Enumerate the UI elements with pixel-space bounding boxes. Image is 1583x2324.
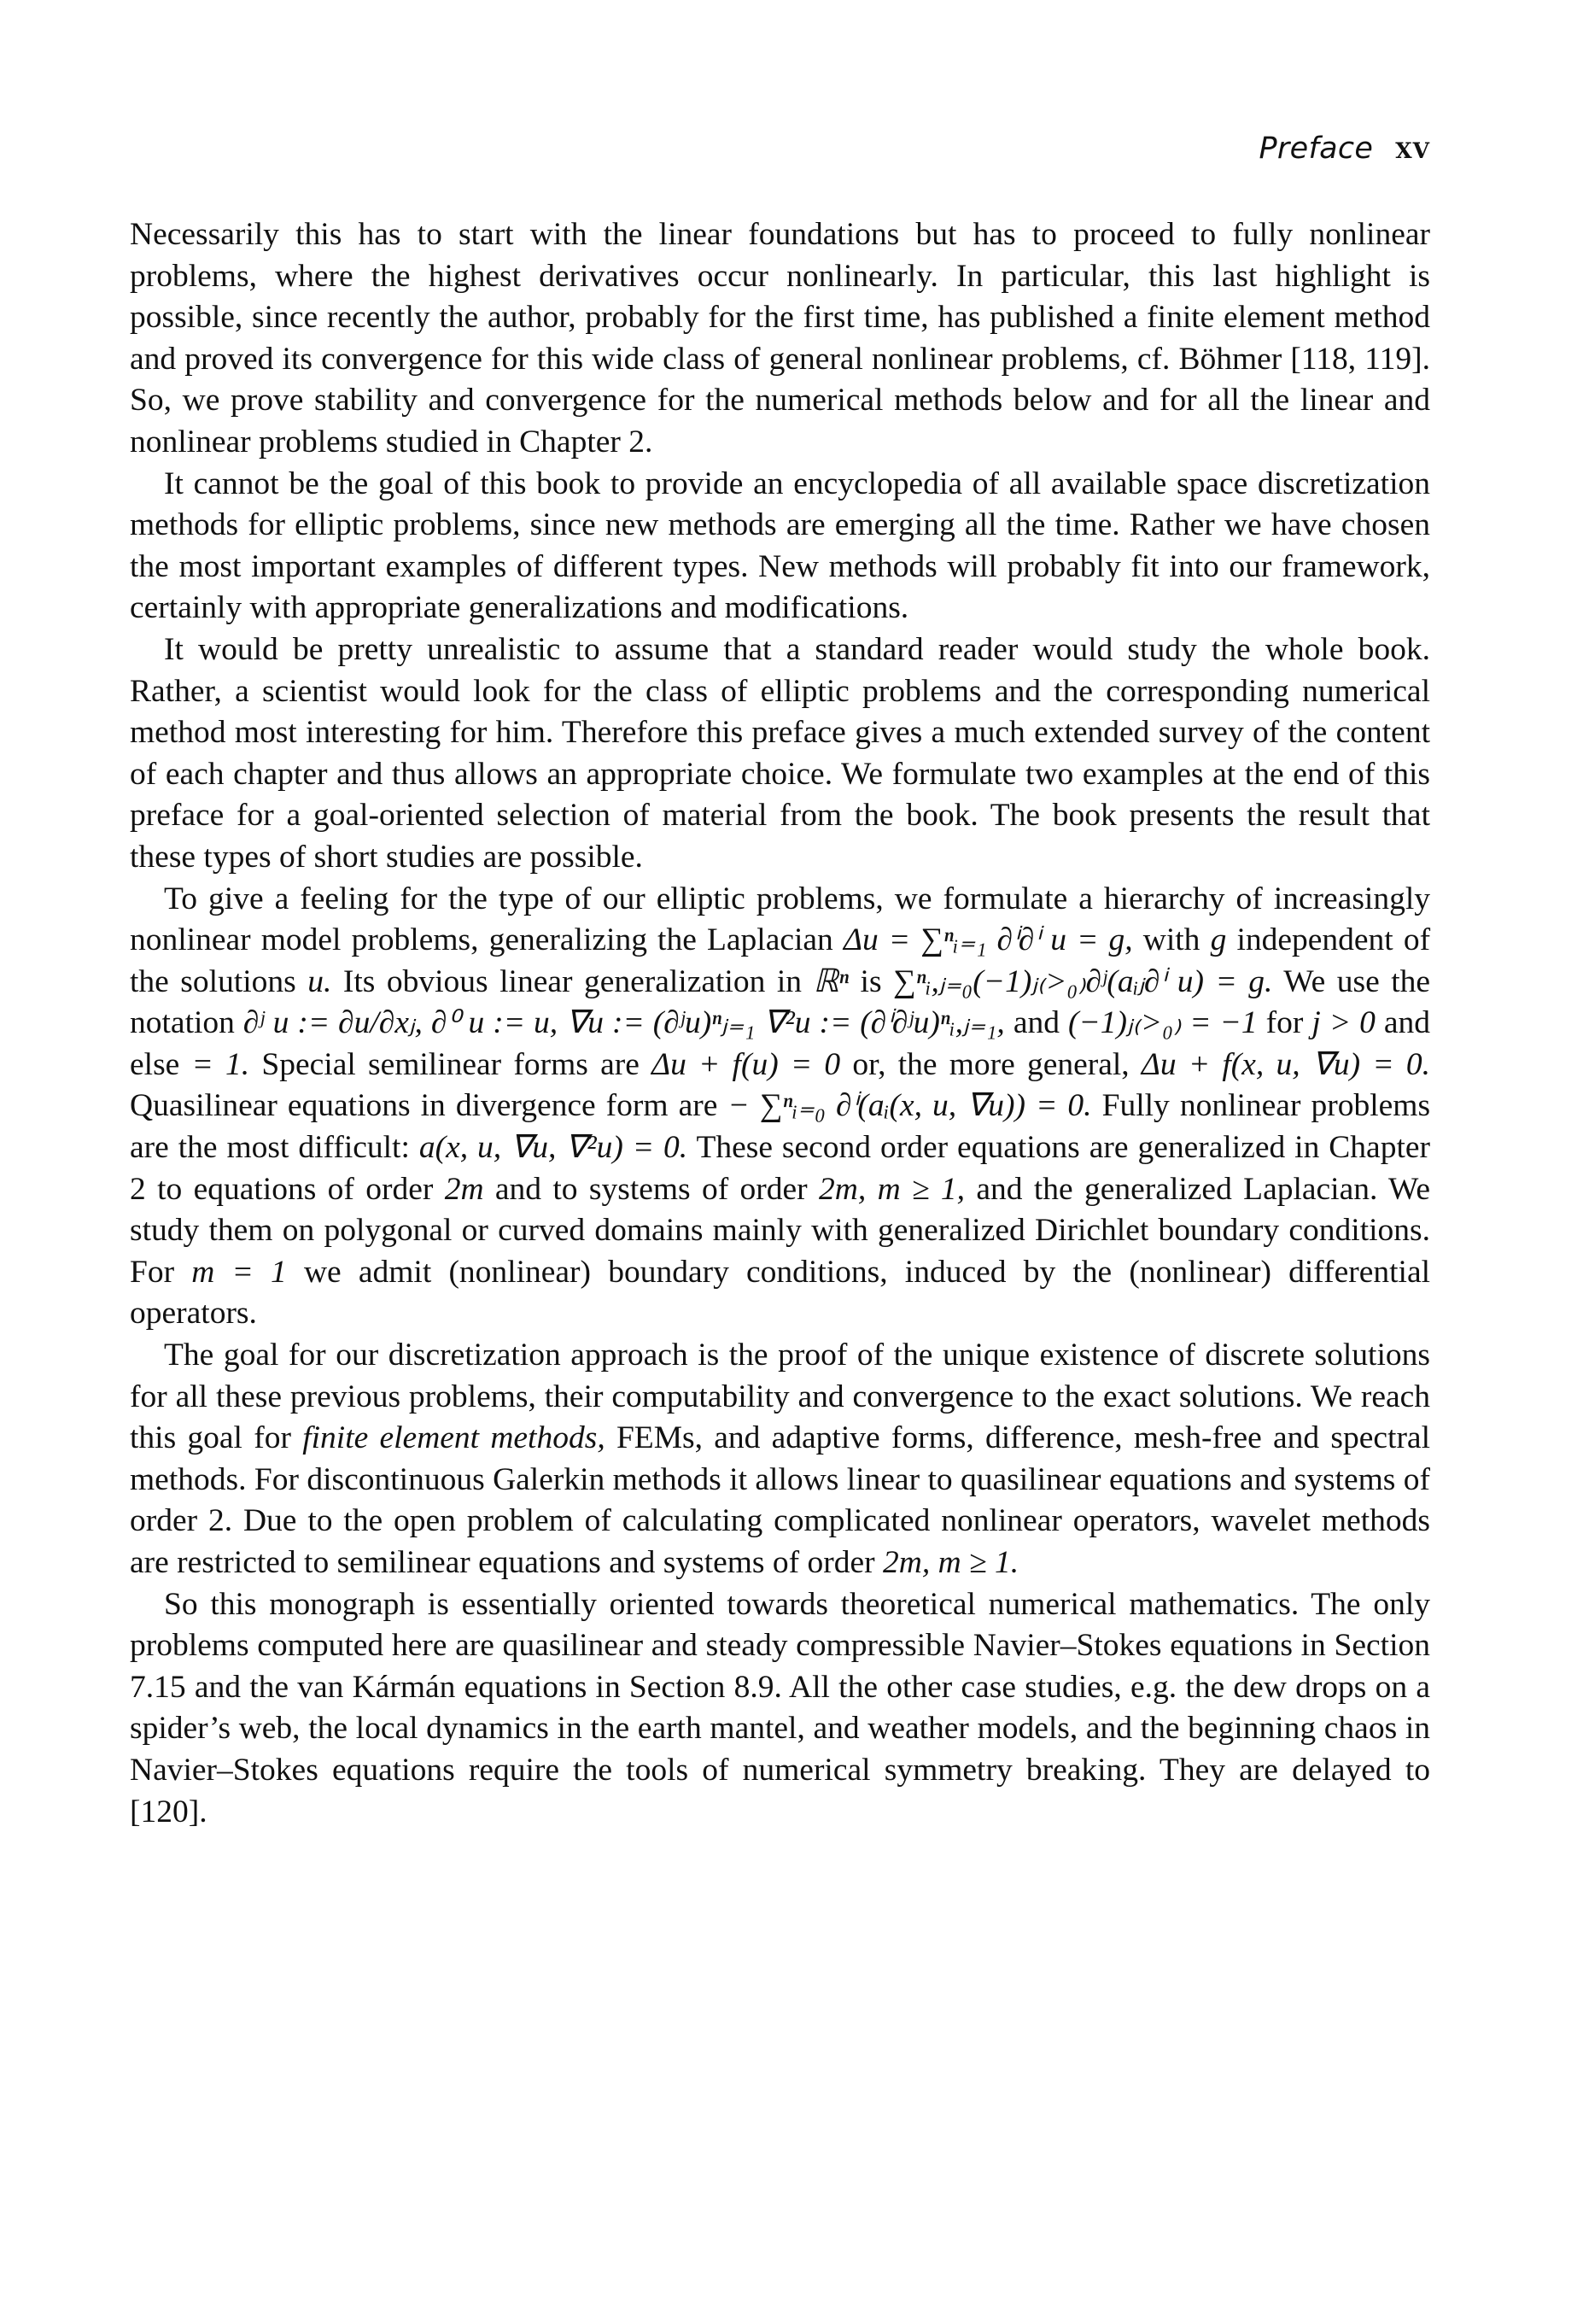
fully-nonlinear-formula: a(x, u, ∇u, ∇²u) = 0. <box>418 1130 688 1166</box>
paragraph-4-text-8: for <box>1265 1005 1304 1041</box>
quasilinear-formula: − ∑ⁿᵢ₌₀ ∂ⁱ(aᵢ(x, u, ∇u)) = 0. <box>727 1088 1092 1124</box>
page-number: xv <box>1395 131 1430 166</box>
general-semilinear-formula: Δu + f(x, u, ∇u) = 0. <box>1141 1046 1431 1082</box>
running-head-title: Preface <box>1259 132 1374 166</box>
paragraph-6: So this monograph is essentially oriented towards theoretical numerical mathematics. The only problems computed here are quasilinear and steady compressible Navier–Stokes equations in Section 7.15 and the van Kármán equations in Section 8.9. All the other case studies, e.g. the dew drops on a spider’s web, the local dynamics in the earth mantel, and weather models, and the beginning chaos in Navier–Stokes equations require the tools of numerical symmetry breaking. They are delayed to [120]. <box>130 1586 1430 1829</box>
paragraph-4-text-2: with <box>1142 922 1200 958</box>
paragraph-1: Necessarily this has to start with the linear foundations but has to proceed to fully nonlinear problems, where the highest derivatives occur nonlinearly. In particular, this last highlight is possible, since recently the author, probably for the first time, has published a finite element method and proved its convergence for this wide class of general nonlinear problems, cf. Böhmer [118, 119]. So, we prove stability and convergence for the numerical methods below and for all the linear and nonlinear problems studied in Chapter 2. <box>130 217 1430 460</box>
paragraph-4-text-5: is <box>860 963 882 999</box>
paragraph-3: It would be pretty unrealistic to assume that a standard reader would study the whole book. Rather, a scientist would look for the class of elliptic problems and the corresponding numerical method most interesting for him. Therefore this preface gives a much extended survey of the content of each chapter and thus allows an appropriate choice. We formulate two examples at the end of this preface for a goal-oriented selection of material from the book. The book presents the result that these types of short studies are possible. <box>130 631 1430 875</box>
laplacian-formula: Δu = ∑ⁿᵢ₌₁ ∂ⁱ∂ⁱ u = g, <box>843 922 1133 958</box>
paragraph-4-text-14: These second order equations are generalized in Chapter 2 to equations of order <box>130 1130 1431 1207</box>
paragraph-5-text-2: FEMs, and adaptive forms, difference, mesh-free and spectral methods. For discontinuous Galerkin methods it allows linear to quasilinear equations and systems of order 2. Due to the open problem of calculating complicated nonlinear operators, wavelet methods are restricted to semilinear equations and systems of order <box>130 1420 1430 1580</box>
paragraph-4-text-7: and <box>1013 1005 1060 1041</box>
else-value: = 1. <box>191 1046 250 1082</box>
paragraph-5 <box>130 1335 1430 1584</box>
paragraph-4-text-13: Fully nonlinear problems are the most difficult: <box>130 1088 1431 1166</box>
wavelet-order-condition: 2m, m ≥ 1. <box>883 1545 1019 1580</box>
partial-derivative-notation: ∂ʲ u := ∂u/∂xⱼ, <box>242 1005 423 1041</box>
paragraph-4-text-10: Special semilinear forms are <box>261 1046 640 1082</box>
paragraph-4-text-1: To give a feeling for the type of our elliptic problems, we formulate a hierarchy of increasingly nonlinear model problems, generalizing the Laplacian <box>130 881 1430 958</box>
hessian-notation: ∇²u := (∂ⁱ∂ʲu)ⁿᵢ,ⱼ₌₁, <box>763 1005 1005 1041</box>
paragraph-4-text-11: or, the more general, <box>852 1046 1130 1082</box>
paragraph-4-text-12: Quasilinear equations in divergence form are <box>130 1088 718 1124</box>
symbol-rn: ℝⁿ <box>813 963 850 999</box>
emphasis-finite-element-methods: finite element methods, <box>302 1420 605 1456</box>
semilinear-formula: Δu + f(u) = 0 <box>651 1046 841 1082</box>
sign-notation: (−1)ⱼ₍>₀₎ = −1 <box>1067 1005 1258 1041</box>
order-2m: 2m <box>444 1171 484 1207</box>
body-text <box>130 214 1430 1833</box>
gradient-notation: ∇u := (∂ʲu)ⁿⱼ₌₁ <box>566 1005 756 1041</box>
paragraph-4-text-4: Its obvious linear generalization in <box>342 963 803 999</box>
m-equals-1: m = 1 <box>191 1254 287 1290</box>
paragraph-4-text-17: we admit (nonlinear) boundary conditions, induced by the (nonlinear) differential operators. <box>130 1254 1431 1332</box>
zero-derivative-notation: ∂⁰ u := u, <box>430 1005 558 1041</box>
paragraph-2: It cannot be the goal of this book to provide an encyclopedia of all available space discretization methods for elliptic problems, since new methods are emerging all the time. Rather we have chosen the most important examples of different types. New methods will probably fit into our framework, certainly with appropriate generalizations and modifications. <box>130 465 1430 626</box>
paragraph-4-text-3: independent of the solutions <box>130 922 1431 999</box>
paragraph-4-text-16: and the generalized Laplacian. We study them on polygonal or curved domains mainly with generalized Dirichlet boundary conditions. For <box>130 1171 1431 1290</box>
linear-generalization-formula: ∑ⁿᵢ,ⱼ₌₀(−1)ⱼ₍>₀₎∂ʲ(aᵢⱼ∂ⁱ u) = g. <box>893 963 1273 999</box>
paragraph-4 <box>130 879 1430 1336</box>
condition-j: j > 0 <box>1311 1005 1376 1041</box>
order-condition: 2m, m ≥ 1, <box>819 1171 966 1207</box>
paragraph-5-text-1: The goal for our discretization approach is the proof of the unique existence of discrete solutions for all these previous problems, their computability and convergence to the exact solutions. We reach this goal for <box>130 1338 1430 1456</box>
symbol-g: g <box>1210 922 1227 958</box>
paragraph-4-text-9: and else <box>130 1005 1431 1082</box>
running-head <box>0 130 1430 167</box>
paragraph-4-text-15: and to systems of order <box>494 1171 808 1207</box>
paragraph-4-text-6: We use the notation <box>130 963 1431 1041</box>
symbol-u: u. <box>307 963 332 999</box>
